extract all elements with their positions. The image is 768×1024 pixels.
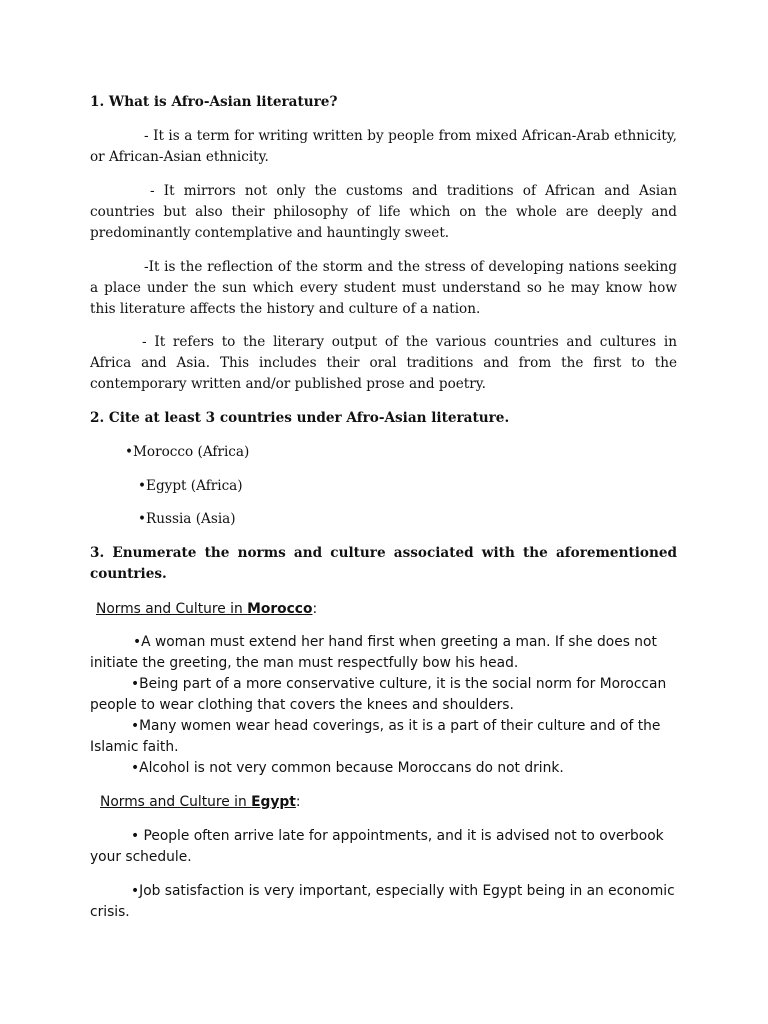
country-item-morocco: •Morocco (Africa) bbox=[125, 444, 250, 460]
q1-paragraph-1: - It is a term for writing written by people from mixed African-Arab ethnicity, or African-Asian ethnicity. bbox=[90, 128, 677, 165]
morocco-item-3: •Many women wear head coverings, as it is a part of their culture and of the Islamic faith. bbox=[90, 718, 661, 755]
question-1-title: 1. What is Afro-Asian literature? bbox=[90, 94, 338, 110]
country-item-russia: •Russia (Asia) bbox=[138, 511, 236, 527]
egypt-section-heading: Norms and Culture in Egypt: bbox=[100, 794, 301, 810]
morocco-item-4: •Alcohol is not very common because Moroccans do not drink. bbox=[131, 760, 564, 776]
question-3-title: 3. Enumerate the norms and culture associated with the aforementioned countries. bbox=[90, 545, 677, 582]
question-2-title: 2. Cite at least 3 countries under Afro-Asian literature. bbox=[90, 410, 510, 426]
egypt-item-2: •Job satisfaction is very important, especially with Egypt being in an economic crisis. bbox=[90, 883, 675, 920]
morocco-item-2: •Being part of a more conservative culture, it is the social norm for Moroccan people to wear clothing that covers the knees and shoulders. bbox=[90, 676, 667, 713]
morocco-item-1: •A woman must extend her hand first when greeting a man. If she does not initiate the greeting, the man must respectfully bow his head. bbox=[90, 634, 657, 671]
morocco-section-heading: Norms and Culture in Morocco: bbox=[96, 601, 318, 617]
q1-paragraph-4: - It refers to the literary output of the various countries and cultures in Africa and Asia. This includes their oral traditions and from the first to the contemporary written and/or published prose and poetry. bbox=[90, 334, 677, 392]
q1-paragraph-2: - It mirrors not only the customs and traditions of African and Asian countries but also their philosophy of life which on the whole are deeply and predominantly contemplative and hauntingly sweet. bbox=[90, 183, 677, 241]
q1-paragraph-3: -It is the reflection of the storm and the stress of developing nations seeking a place under the sun which every student must understand so he may know how this literature affects the history and culture of a nation. bbox=[90, 259, 677, 317]
country-item-egypt: •Egypt (Africa) bbox=[138, 478, 243, 494]
egypt-item-1: • People often arrive late for appointments, and it is advised not to overbook your schedule. bbox=[90, 828, 664, 865]
